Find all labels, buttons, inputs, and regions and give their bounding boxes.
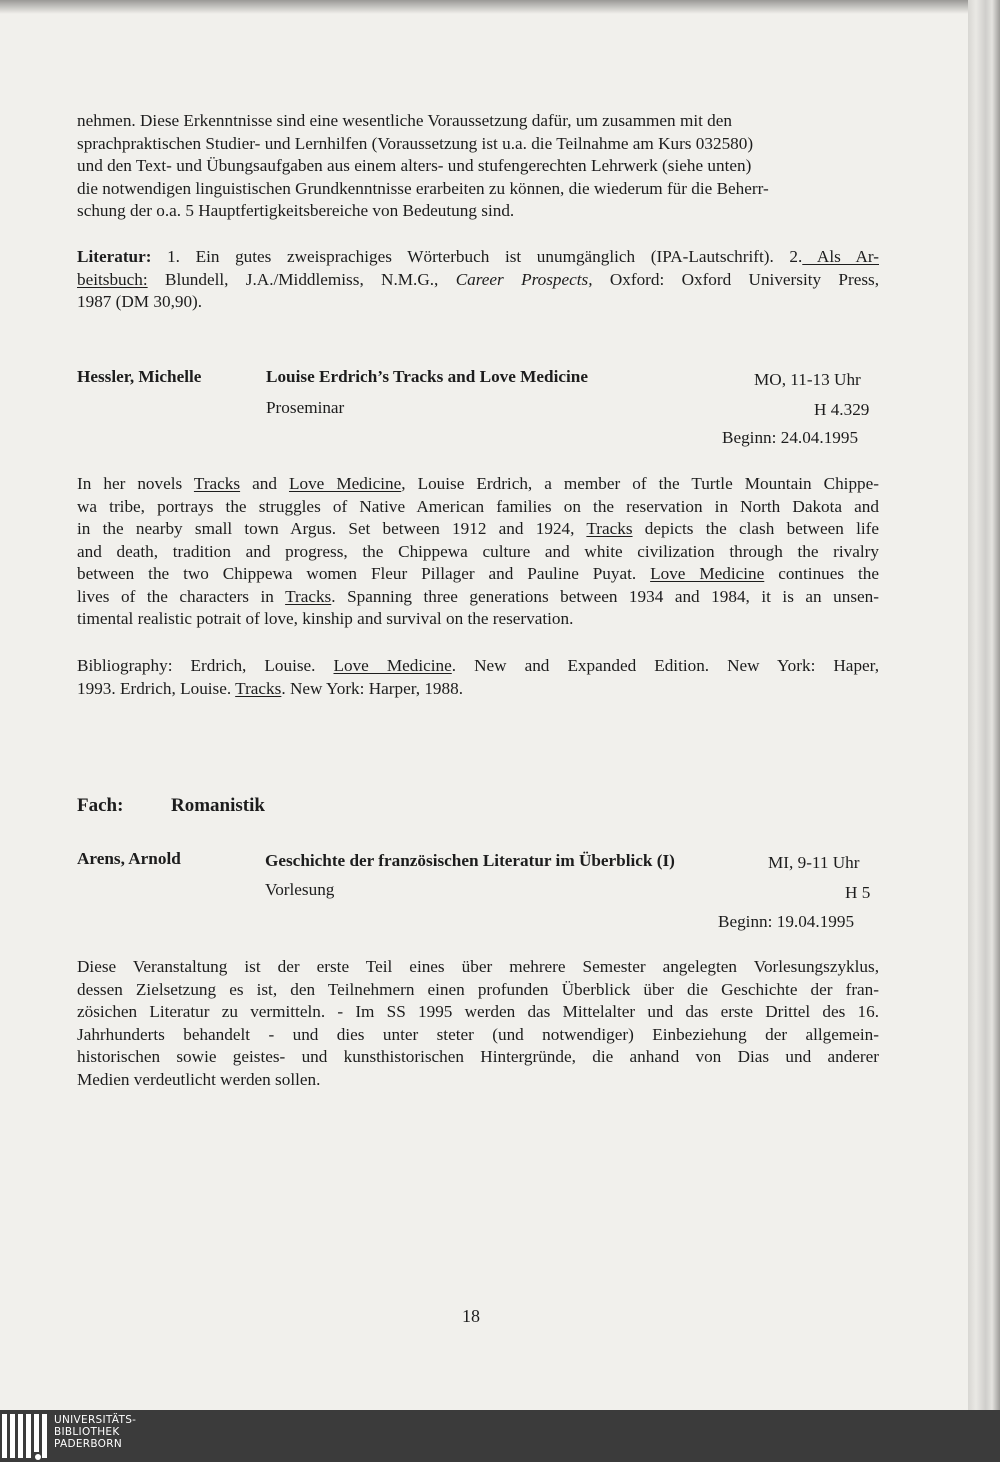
text-segment: In her novels [77,474,194,493]
text-line [77,678,879,701]
text-line: Jahrhunderts behandelt - und dies unter steter (und notwendiger) Einbeziehung der allgemein- [77,1024,879,1044]
page-top-shadow [0,0,976,14]
book-title: Career Prospects, [455,269,593,289]
library-logo [0,1412,140,1460]
logo-bar [34,1414,39,1452]
text-line: die notwendigen linguistischen Grundkenntnisse erarbeiten zu können, die wiederum für die Beherr- [77,178,769,198]
barcode-icon [0,1414,50,1458]
underlined-text: Tracks [235,678,282,698]
text-line: Medien verdeutlicht werden sollen. [77,1069,321,1089]
text-line: 1987 (DM 30,90). [77,292,203,311]
course2-room: H 5 [845,883,871,902]
course1-description [77,473,879,631]
literatur-label: Literatur: [77,247,152,266]
course2-title: Geschichte der französischen Literatur im Überblick (I) [265,851,675,870]
text-line: and death, tradition and progress, the Chippewa culture and white civilization through the rivalry [77,541,879,561]
course1-type: Proseminar [266,398,345,417]
text-segment: depicts the clash between life [632,519,879,538]
text-line [77,518,879,541]
text-line: Diese Veranstaltung ist der erste Teil eines über mehrere Semester angelegten Vorlesungszyklus, [77,957,879,976]
course1-time: MO, 11-13 Uhr [754,370,861,389]
text-line [77,269,879,292]
text-line: historischen sowie geistes- und kunsthistorischen Hintergründe, die anhand von Dias und anderer [77,1047,879,1066]
logo-dot [35,1454,41,1460]
underlined-text: Love Medicine [650,564,765,583]
underlined-text: Love Medicine [288,474,402,493]
text-segment: . Spanning three generations between 1934 and 1984, it is an unsen- [331,586,879,606]
text-line: schung der o.a. 5 Hauptfertigkeitsbereiche von Bedeutung sind. [77,201,515,220]
logo-bar [26,1414,31,1458]
text-line: nehmen. Diese Erkenntnisse sind eine wesentliche Voraussetzung dafür, um zusammen mit den [77,111,732,130]
text-segment: , Louise Erdrich, a member of the Turtle Mountain Chippe- [401,474,879,493]
text-line [77,473,879,496]
underlined-text: Tracks [285,586,332,606]
course2-description [77,956,879,1091]
course1-room: H 4.329 [814,400,870,419]
text-segment: . New and Expanded Edition. New York: Haper, [451,656,879,675]
text-line [77,563,879,586]
underlined-text: Love Medicine [333,656,452,675]
course2-type: Vorlesung [265,880,335,899]
text-line: dessen Zielsetzung es ist, den Teilnehmern einen profunden Überblick über die Geschichte der fran- [77,979,879,999]
page-edge [968,0,1000,1410]
underlined-text: beitsbuch: [77,269,148,289]
text-segment: in the nearby small town Argus. Set between 1912 and 1924, [77,519,587,538]
underlined-text: Tracks [193,474,241,493]
text-segment: continues the [764,564,879,583]
intro-paragraph [77,110,879,223]
text-line: timental realistic potrait of love, kinship and survival on the reservation. [77,609,574,628]
text-segment: . New York: Harper, 1988. [281,678,464,698]
course1-bibliography [77,655,879,700]
text-segment: Oxford: Oxford University Press, [592,269,880,289]
text-line: wa tribe, portrays the struggles of Native American families on the reservation in North Dakota and [77,496,879,516]
page-number: 18 [462,1306,480,1326]
text-segment: and [240,474,289,493]
course1-title: Louise Erdrich’s Tracks and Love Medicine [266,367,588,386]
logo-text-line2: BIBLIOTHEK [54,1426,120,1438]
text-line [77,586,879,609]
course2-lecturer: Arens, Arnold [77,849,181,868]
text-line: sprachpraktischen Studier- und Lernhilfen (Voraussetzung ist u.a. die Teilnahme am Kurs 032580) [77,133,754,153]
text-segment: between the two Chippewa women Fleur Pillager and Pauline Puyat. [77,564,651,583]
logo-bar [18,1414,23,1458]
course2-begin: Beginn: 19.04.1995 [718,912,855,931]
text-line [77,655,879,678]
literatur-paragraph [77,246,879,314]
logo-text-line1: UNIVERSITÄTS- [54,1414,137,1426]
text-segment: lives of the characters in [77,586,286,606]
text-line: zösichen Literatur zu vermitteln. - Im SS 1995 werden das Mittelalter und das erste Drittel des 16. [77,1002,879,1021]
scanner-footer-band [0,1410,1000,1462]
text-segment: 1993. Erdrich, Louise. [77,678,236,698]
section-title: Romanistik [171,795,265,816]
underlined-text: Als Ar- [802,247,879,266]
course2-time: MI, 9-11 Uhr [768,853,860,872]
logo-bar [2,1414,7,1458]
course1-begin: Beginn: 24.04.1995 [722,428,859,447]
underlined-text: Tracks [586,519,633,538]
text-segment: Bibliography: Erdrich, Louise. [77,656,334,675]
text-segment: 1. Ein gutes zweisprachiges Wörterbuch ist unumgänglich (IPA-Lautschrift). 2. [151,247,803,266]
text-line: und den Text- und Übungsaufgaben aus einem alters- und stufengerechten Lehrwerk (siehe unten) [77,156,752,175]
course1-lecturer: Hessler, Michelle [77,367,202,386]
logo-bar [10,1414,15,1458]
logo-bar [42,1414,47,1458]
text-segment: Blundell, J.A./Middlemiss, N.M.G., [147,269,456,289]
section-label: Fach: [77,795,124,816]
logo-text-line3: PADERBORN [54,1438,122,1450]
text-line [77,246,879,269]
